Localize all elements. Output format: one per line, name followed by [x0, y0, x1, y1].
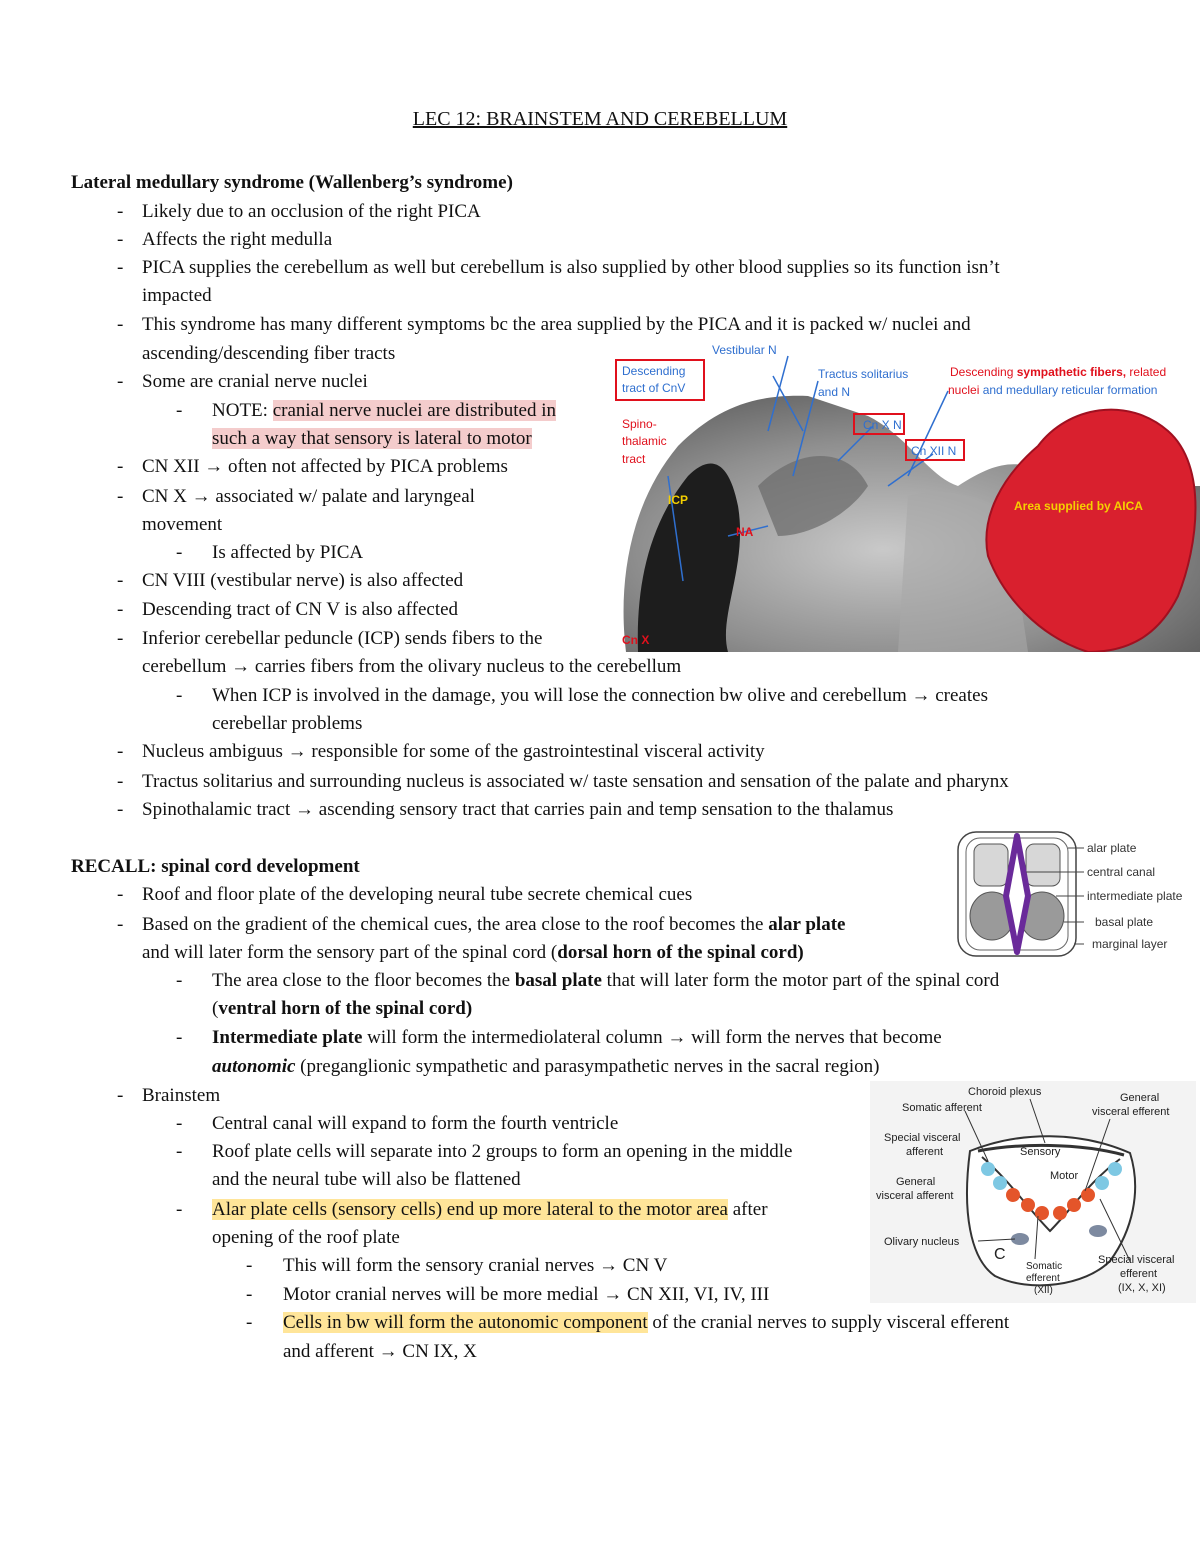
- label-sve: (IX, X, XI): [1118, 1282, 1166, 1294]
- list-item: Descending tract of CN V is also affected: [142, 599, 459, 620]
- bullet-dash: -: [117, 201, 124, 222]
- bullet-dash: -: [117, 771, 124, 792]
- list-item: Roof plate cells will separate into 2 groups to form an opening in the middle: [212, 1141, 793, 1162]
- olivary-nucleus: [1089, 1225, 1107, 1237]
- alar-plate-left: [974, 844, 1008, 886]
- label-sensory: Sensory: [1020, 1146, 1061, 1158]
- highlight-pink: such a way that sensory is lateral to motor: [212, 428, 532, 449]
- label-intermediate-plate: intermediate plate: [1087, 889, 1183, 903]
- list-item: Tractus solitarius and surrounding nucleus is associated w/ taste sensation and sensation of the palate and pharynx: [142, 771, 1009, 792]
- list-item: Affects the right medulla: [142, 229, 333, 250]
- label-descending-tract-cnv: tract of CnV: [622, 381, 686, 395]
- highlight-yellow: Alar plate cells (sensory cells) end up more lateral to the motor area: [212, 1199, 728, 1220]
- bullet-dash: -: [176, 970, 183, 991]
- sensory-nucleus: [1095, 1176, 1109, 1190]
- label-sva: afferent: [906, 1146, 944, 1158]
- bullet-dash: -: [246, 1255, 253, 1276]
- label-aica: Area supplied by AICA: [1014, 499, 1143, 513]
- label-spinothalamic: tract: [622, 452, 646, 466]
- bullet-dash: -: [176, 685, 183, 706]
- bullet-dash: -: [117, 884, 124, 905]
- highlight-pink: cranial nerve nuclei are distributed in: [272, 400, 556, 421]
- list-item: This will form the sensory cranial nerves → CN V: [283, 1255, 668, 1276]
- list-item: Central canal will expand to form the fourth ventricle: [212, 1113, 619, 1134]
- list-item: Motor cranial nerves will be more medial → CN XII, VI, IV, III: [283, 1284, 770, 1305]
- motor-nucleus: [1006, 1188, 1020, 1202]
- list-item-cont: impacted: [142, 285, 212, 306]
- label-descending-tract-cnv: Descending: [622, 364, 686, 378]
- sensory-nucleus: [981, 1162, 995, 1176]
- list-item: Intermediate plate will form the intermediolateral column → will form the nerves that become: [212, 1027, 942, 1048]
- label-c: C: [994, 1246, 1006, 1263]
- label-somatic-efferent: (XII): [1034, 1285, 1053, 1296]
- motor-nucleus: [1067, 1198, 1081, 1212]
- bullet-dash: -: [117, 229, 124, 250]
- motor-nucleus: [1053, 1206, 1067, 1220]
- label-gva: General: [896, 1176, 936, 1188]
- bullet-dash: -: [117, 257, 124, 278]
- bullet-dash: -: [176, 1027, 183, 1048]
- list-item: Cells in bw will form the autonomic component of the cranial nerves to supply visceral efferent: [283, 1312, 1010, 1333]
- bullet-dash: -: [117, 741, 124, 762]
- label-descending-sympathetic: nuclei and medullary reticular formation: [948, 383, 1158, 397]
- label-sve: Special visceral: [1098, 1254, 1175, 1266]
- page-title: LEC 12: BRAINSTEM AND CEREBELLUM: [412, 108, 788, 130]
- list-item-cont: [212, 427, 532, 451]
- bullet-dash: -: [246, 1312, 253, 1333]
- list-item-cont: (ventral horn of the spinal cord): [212, 998, 473, 1019]
- list-item-cont: movement: [142, 514, 223, 535]
- label-somatic-afferent: Somatic afferent: [902, 1102, 982, 1114]
- section-heading-lateral-medullary: Lateral medullary syndrome (Wallenberg’s syndrome): [71, 172, 513, 193]
- list-item-cont: cerebellar problems: [212, 713, 363, 734]
- label-marginal-layer: marginal layer: [1092, 937, 1168, 951]
- bullet-dash: -: [117, 599, 124, 620]
- list-item: CN VIII (vestibular nerve) is also affected: [142, 570, 464, 591]
- list-item-cont: and will later form the sensory part of the spinal cord (dorsal horn of the spinal cord): [142, 942, 804, 963]
- sensory-nucleus: [1108, 1162, 1122, 1176]
- highlight-yellow: Cells in bw will form the autonomic component: [283, 1312, 648, 1333]
- list-item: Based on the gradient of the chemical cues, the area close to the roof becomes the alar plate: [142, 914, 846, 935]
- label-sva: Special visceral: [884, 1132, 961, 1144]
- label-somatic-efferent: Somatic: [1026, 1261, 1063, 1272]
- bullet-dash: -: [176, 400, 183, 421]
- label-choroid-plexus: Choroid plexus: [968, 1086, 1042, 1098]
- section-heading-recall: RECALL: spinal cord development: [71, 856, 360, 877]
- bullet-dash: -: [176, 542, 183, 563]
- bullet-dash: -: [117, 371, 124, 392]
- list-item: Alar plate cells (sensory cells) end up more lateral to the motor area after: [212, 1199, 768, 1220]
- label-gve: visceral efferent: [1092, 1106, 1170, 1118]
- bullet-dash: -: [117, 570, 124, 591]
- label-cn-xii-n: Cn XII N: [911, 444, 957, 458]
- alar-plate-right: [1026, 844, 1060, 886]
- motor-nucleus: [1081, 1188, 1095, 1202]
- label-somatic-efferent: efferent: [1026, 1273, 1060, 1284]
- label-spinothalamic: thalamic: [622, 434, 667, 448]
- list-item: Nucleus ambiguus → responsible for some of the gastrointestinal visceral activity: [142, 741, 765, 762]
- list-item-note: NOTE: cranial nerve nuclei are distributed in: [212, 400, 556, 421]
- list-item: Roof and floor plate of the developing neural tube secrete chemical cues: [142, 884, 693, 905]
- label-olivary-nucleus: Olivary nucleus: [884, 1236, 960, 1248]
- medulla-diagram: [608, 336, 1200, 652]
- list-item: Inferior cerebellar peduncle (ICP) sends fibers to the: [142, 628, 543, 649]
- label-gve: General: [1120, 1092, 1160, 1104]
- spinal-cord-development-figure: [956, 826, 1200, 960]
- list-item-cont: and afferent → CN IX, X: [283, 1341, 477, 1362]
- bullet-dash: -: [117, 799, 124, 820]
- list-item-cont: and the neural tube will also be flattened: [212, 1169, 521, 1190]
- bullet-dash: -: [246, 1284, 253, 1305]
- label-cn-x: Cn X: [622, 633, 650, 647]
- list-item: Some are cranial nerve nuclei: [142, 371, 368, 392]
- label-central-canal: central canal: [1087, 865, 1156, 879]
- bullet-dash: -: [117, 914, 124, 935]
- label-cn-x-n: Cn X N: [863, 418, 902, 432]
- label-spinothalamic: Spino-: [622, 417, 657, 431]
- label-tractus-solitarius: and N: [818, 385, 851, 399]
- list-item: This syndrome has many different symptoms bc the area supplied by the PICA and it is packed w/ nuclei and: [142, 314, 971, 335]
- list-item-cont: cerebellum → carries fibers from the olivary nucleus to the cerebellum: [142, 656, 682, 677]
- bullet-dash: -: [176, 1199, 183, 1220]
- list-item: CN XII → often not affected by PICA problems: [142, 456, 508, 477]
- list-item-cont: ascending/descending fiber tracts: [142, 343, 396, 364]
- bullet-dash: -: [176, 1141, 183, 1162]
- label-motor: Motor: [1050, 1170, 1079, 1182]
- list-item: Is affected by PICA: [212, 542, 364, 563]
- bullet-dash: -: [117, 628, 124, 649]
- bullet-dash: -: [117, 1085, 124, 1106]
- bullet-dash: -: [117, 456, 124, 477]
- label-descending-sympathetic: Descending sympathetic fibers, related: [950, 365, 1167, 379]
- list-item: Spinothalamic tract → ascending sensory tract that carries pain and temp sensation to the thalamus: [142, 799, 894, 820]
- bullet-dash: -: [117, 314, 124, 335]
- label-gva: visceral afferent: [876, 1190, 954, 1202]
- list-item: CN X → associated w/ palate and laryngeal: [142, 486, 475, 507]
- label-icp: ICP: [668, 493, 689, 507]
- list-item-cont: opening of the roof plate: [212, 1227, 400, 1248]
- sensory-nucleus: [993, 1176, 1007, 1190]
- list-item: Brainstem: [142, 1085, 221, 1106]
- label-na: NA: [736, 525, 754, 539]
- neural-tube-diagram: [956, 826, 1200, 960]
- label-vestibular: Vestibular N: [712, 343, 777, 357]
- bullet-dash: -: [117, 486, 124, 507]
- list-item: The area close to the floor becomes the basal plate that will later form the motor part of the spinal cord: [212, 970, 1000, 991]
- brainstem-diagram: [870, 1081, 1196, 1303]
- label-basal-plate: basal plate: [1095, 915, 1154, 929]
- medulla-cross-section-figure: [608, 336, 1200, 652]
- list-item: When ICP is involved in the damage, you will lose the connection bw olive and cerebellum → creates: [212, 685, 988, 706]
- label-sve: efferent: [1120, 1268, 1158, 1280]
- bullet-dash: -: [176, 1113, 183, 1134]
- motor-nucleus: [1035, 1206, 1049, 1220]
- list-item: PICA supplies the cerebellum as well but cerebellum is also supplied by other blood supplies so its function isn’t: [142, 257, 1000, 278]
- label-tractus-solitarius: Tractus solitarius: [818, 367, 909, 381]
- brainstem-development-figure: [870, 1081, 1196, 1303]
- list-item-cont: autonomic (preganglionic sympathetic and parasympathetic nerves in the sacral region): [212, 1056, 880, 1077]
- pointer-line: [908, 391, 948, 476]
- list-item: Likely due to an occlusion of the right PICA: [142, 201, 481, 222]
- motor-nucleus: [1021, 1198, 1035, 1212]
- label-alar-plate: alar plate: [1087, 841, 1137, 855]
